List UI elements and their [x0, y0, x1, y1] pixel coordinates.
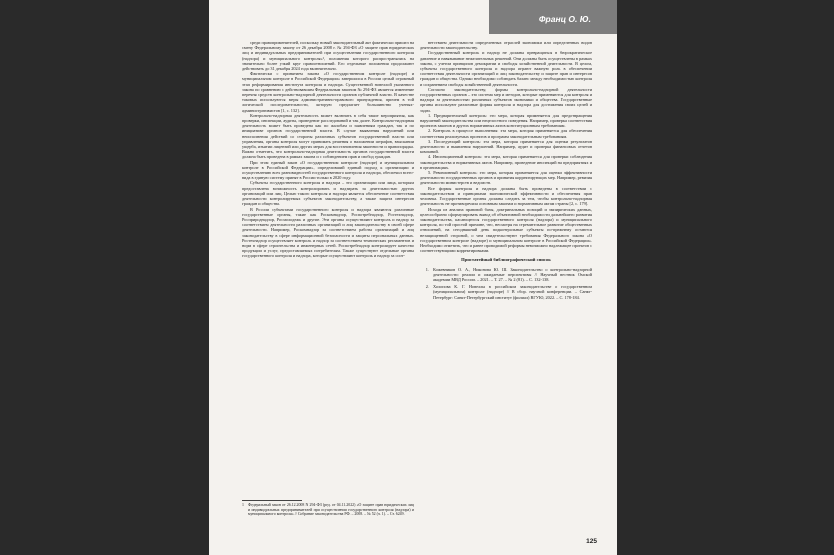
bibliography-item	[420, 267, 592, 283]
paragraph: 1. Предварительный контроль: это мера, которая применяется для предотвращения нарушений законодательства или нецелостного поведения. Например, проверка соответствия проектов законов и других нормативных актов конституционным требованиям.	[420, 112, 592, 129]
author-name: Франц О. Ю.	[538, 14, 591, 24]
paragraph: В России субъектами государственного контроля и надзора являются различные государственные органы, такие как Роскомнадзор, Роспотребнадзор, Ростехнадзор, Росприроднадзор, Росмолодежь и другие. Эти органы осуществляют контроль и надзор за соответствием деятельности различных организаций и лиц законодательству в своей сфере деятельности. Например, Роскомнадзор за соответствием работы организаций и лиц законодательству в сфере информационной безопасности и защиты персональных данных. Ростехнадзор осуществляет контроль и надзор за соответствием технических регламентов и норм в сфере строительства и инженерных сетей. Роспотребнадзор контролирует качество продукции и услуг, предоставляемых потребителям. Также существуют отдельные органы государственного контроля и надзора, которые осуществляют контроль и надзор за соот-	[242, 206, 414, 259]
bibliography-number: 1.	[425, 266, 429, 272]
bibliography-title: Пристатейный библиографический список	[461, 257, 551, 263]
paragraph: 3. Последующий контроль: эта мера, которая применяется для оценки результатов деятельности и выявления нарушений. Например, аудит и проверка финансовых отчетов компаний.	[420, 138, 592, 155]
page-number: 125	[586, 538, 597, 545]
paragraph: ветствием деятельности определенных отраслей экономики или определенных видов деятельности законодательству.	[420, 40, 592, 51]
left-column	[242, 40, 414, 500]
paragraph: Государственный контроль и надзор не должны превращаться в бюрократическое давление и навязывание нежелательных решений. Они должны быть осуществлены в рамках закона, с учетом принципов демократии и свободы хозяйственной деятельности. В целом, субъекты государственного контроля и надзора играют важную роль в обеспечении соответствия деятельности организаций и лиц законодательству и защите прав и интересов граждан и общества. Однако необходимо соблюдать баланс между необходимостью контроля и сохранением свободы хозяйственной деятельности.	[420, 50, 592, 87]
bibliography-item	[420, 284, 592, 300]
paragraph: При этом единый закон «О государственном контроле (надзоре) и муниципальном контроле в Российской Федерации», определивший единый подход к организации и осуществлению всех разновидностей государственного контроля и надзора, обеспечил всего-вида в единую систему принят в России только в 2020 году.	[242, 159, 414, 181]
footnote-number: 1	[242, 503, 244, 507]
paragraph: Контрольно-надзорная деятельность может включать в себя такие мероприятия, как проверки, инспекции, аудиты, проведение расследований и так далее. Контрольно-надзорная деятельность может быть проведена как по жалобам и заявлениям граждан, так и по инициативе органов государственной власти. В случае выявления нарушений или неисполнения действий со стороны различных субъектов государственной власти или управления, органы контроля могут принимать решения о наложении штрафов, взыскании ущерба, изъятии лицензий или других мерах для восстановления законности и правопорядка. Важно отметить, что контрольно-надзорная деятельность органов государственной власти должна быть проведена в рамках закона и с соблюдением прав и свобод граждан.	[242, 112, 414, 160]
paragraph: среди правоприменителей, поскольку новый законодательный акт фактически пришел на смену Федеральному закону от 26 декабря 2008 г. № 294-ФЗ «О защите прав юридических лиц и индивидуальных предпринимателей при осуществлении государственного контроля (надзора) и муниципального контроля»¹, положения которого распространялись на значительно более узкий круг правоотношений. Его отдельные положения продолжают действовать до 31 декабря 2024 года включительно.	[242, 40, 414, 72]
paragraph: Все формы контроля и надзора должны быть проведены в соответствии с законодательством и принципами экономической эффективности и обеспечения прав человека. Государственные органы должны следить за тем, чтобы контрольно-надзорная деятельность не противоречила основным законам и нормативным актам страны [2, с. 179].	[420, 185, 592, 207]
paragraph: Фактически с принятием закона «О государственном контроле (надзоре) и муниципальном контроле в Российской Федерации» завершился в России целый огромный этап реформирования института контроля и надзора. Существенной новеллой указанного закона по сравнению с действовавшим Федеральным законом № 294-ФЗ является изменение перечня средств контрольно-надзорной деятельности органов публичной власти. В качестве таковых используются меры административно-правового принуждения, причем в той логической последовательности, которую предлагает большинство ученых-административистов [1, с. 132].	[242, 71, 414, 113]
journal-page	[209, 0, 617, 555]
paragraph: Субъекты государственного контроля и надзора – это организации или лица, которым предоставлена возможность контролировать и надзирать за деятельностью других организаций или лиц. Целью такого контроля и надзора является обеспечение соответствия деятельности контролируемых субъектов законодательству, а также защита интересов граждан и общества.	[242, 180, 414, 207]
paragraph: 4. Инспекционный контроль: эта мера, которая применяется для проверки соблюдения законодательства и нормативных актов. Например, проведение инспекций на предприятиях и в организациях.	[420, 154, 592, 170]
bibliography-text: Кожевников О. А., Никонова Ю. Ш. Законодательство о контрольно-надзорной деятельности: реалии и ожидаемые перспективы // Научный вестник Омской академии МВД России. – 2021. – Т. 27. – № 2 (81). – С. 132-138.	[433, 266, 592, 282]
paragraph: Исходя из анализа правовой базы, доктринальных позиций и эмпирических данных, целесообразно сформулировать вывод об объективной необходимости дальнейшего развития законодательства, касающегося государственного контроля (надзора) и муниципального контроля, по той простой причине, что, несмотря на стремительное развитие общественных отношений, на сегодняшний день подконтрольные субъекты по-прежнему остаются незащищенной стороной, о чем свидетельствуют требования Федерального закона «О государственном контроле (надзоре) и муниципальном контроле в Российской Федерации». Необходимо отметить, что и ранее проводимой реформы невозможно надлежащее проектов с соответствующими корректировками.	[420, 206, 592, 254]
paragraph: 5. Ревизионный контроль: это мера, которая применяется для оценки эффективности деятельности государственных органов и принятия корректирующих мер. Например, ревизия деятельности министерств и ведомств.	[420, 170, 592, 186]
right-column	[420, 40, 592, 540]
footnote-rule	[242, 500, 302, 501]
footnote	[242, 503, 414, 517]
bibliography-text: Холопова К. Г. Новеллы в российском законодательстве о государственном (муниципальном) контроле (надзоре) // В сбор. научной конференции. – Санкт-Петербург: Санкт-Петербургский институт (филиал) ВГУЮ, 2022. – С. 178-184.	[433, 284, 592, 300]
paragraph: 2. Контроль в процессе выполнения: эта мера, которая применяется для обеспечения соответствия реализуемых проектов и программ законодательным требованиям.	[420, 128, 592, 139]
footnote-text: Федеральный закон от 26.12.2008 N 294-ФЗ (ред. от 04.11.2022) «О защите прав юридических лиц и индивидуальных предпринимателей при осуществлении государственного контроля (надзора) и муниципального контроля» // Собрание законодательства РФ. – 2008. – № 52 (ч. 1). – Ст. 6249.	[248, 503, 414, 517]
bibliography-number: 2.	[425, 284, 429, 290]
paragraph: Согласно законодательству, формы контрольно-надзорной деятельности государственных органов – это система мер и методов, которые применяются для контроля и надзора за деятельностью различных субъектов экономики и общества. Государственные органы используют различные формы контроля и надзора для достижения своих целей и задач.	[420, 86, 592, 113]
running-header	[209, 0, 617, 34]
